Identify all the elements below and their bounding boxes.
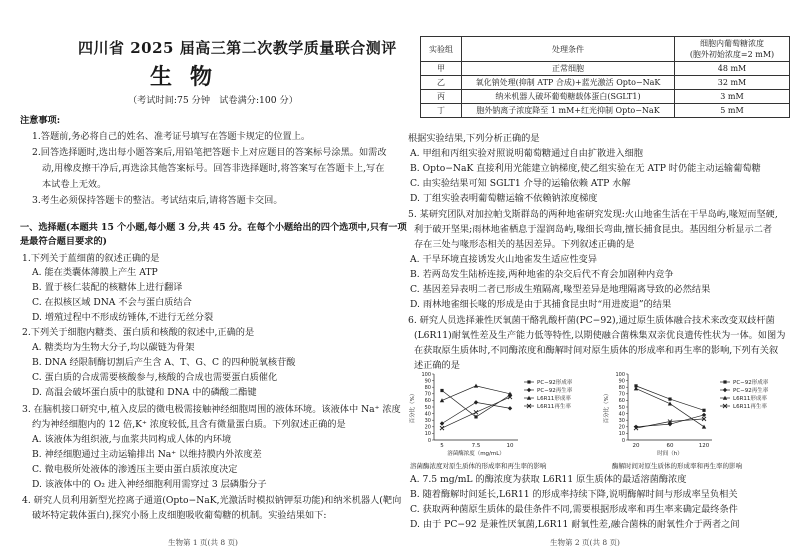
table-cell: 胞外钠离子浓度降至 1 mM+红光抑制 Opto−NaK [462,104,675,118]
option: C. 微电极所处液体的渗透压主要由蛋白质浓度决定 [32,464,238,475]
subject-title: 生物 [150,64,231,90]
legend-label: PC−92形成率 [733,380,769,386]
question-stem: 破坏特定载体蛋白),探究小肠上皮细胞吸收葡萄糖的机制。实验结果如下: [32,510,327,521]
option: A. 能在类囊体薄膜上产生 ATP [32,267,158,278]
table-cell: 丁 [421,104,462,118]
chart-svg [406,368,598,458]
experiment-table [420,36,790,118]
table-row [421,90,790,104]
table-cell: 氧化钠处理(抑制 ATP 合成)+蓝光激活 Opto−NaK [462,76,675,90]
legend-label: L6R11再生率 [537,404,571,410]
y-tick-label: 30 [618,418,625,424]
y-tick-label: 90 [618,378,625,385]
option: A. 糖类均为生物大分子,均以碳链为骨架 [32,342,195,353]
x-tick-label: 20 [632,443,640,449]
table-cell: 3 mM [675,90,790,104]
y-tick-label: 70 [424,391,431,398]
note-line: 动,用橡皮擦干净后,再选涂其他答案标号。回答非选择题时,将答案写在答题卡上,写在 [42,163,385,174]
table-cell: 5 mM [675,104,790,118]
question-stem: (L6R11)耐氧性差及生产能力低等特性,以期使融合菌株集双亲优良遗传性状为一体。如图为 [414,330,786,341]
table-cell: 丙 [421,90,462,104]
question-stem: 5. 某研究团队对加拉帕戈斯群岛的两种地雀研究发现:火山地雀生活在干旱岛屿,喙短而坚硬, [408,209,778,220]
question-stem: 述正确的是 [414,360,460,371]
question-stem: 6. 研究人员选择兼性厌氧菌干酪乳酸杆菌(PC−92),通过原生质体融合技术来改变双歧杆菌 [408,315,775,326]
table-row [421,104,790,118]
data-point [723,388,727,392]
y-tick-label: 40 [424,411,431,418]
question-stem: 4. 研究人员利用新型光控离子通道(Opto−NaK,光激活时模拟钠钾泵功能)和纳米机器人(靶向 [22,495,402,506]
section-header: 一、选择题(本题共 15 个小题,每小题 3 分,共 45 分。在每个小题给出的四个选项中,只有一项 [20,222,407,233]
option: D. 增殖过程中不形成纺锤体,不进行无丝分裂 [32,312,214,323]
x-tick-label: 5 [440,443,444,449]
table-header [675,37,790,62]
option: D. 由于 PC−92 是兼性厌氧菌,L6R11 耐氧性差,融合菌株的耐氧性介于两者之间 [410,519,740,530]
x-tick-label: 60 [666,443,674,449]
option: A. 该液体为组织液,与血浆共同构成人体的内环境 [32,434,232,445]
y-tick-label: 10 [424,431,431,438]
option: C. 由实验结果可知 SGLT1 介导的运输依赖 ATP 水解 [410,178,631,189]
data-point [527,380,530,383]
legend-label: PC−92再生率 [537,388,573,394]
data-point [723,380,726,383]
option: B. 置于核仁装配的核糖体上进行翻译 [32,282,183,293]
table-row [421,62,790,76]
chart-enzyme-concentration [406,368,598,458]
x-tick-label: 7.5 [471,443,481,449]
table-cell: 48 mM [675,62,790,76]
chart-caption: 溶菌酶浓度对原生质体的形成率和再生率的影响 [410,462,547,470]
legend-label: L6R11形成率 [733,396,767,402]
data-point [702,425,706,429]
table-header-line: (胞外初始浓度=2 mM) [689,50,775,59]
table-cell: 正常细胞 [462,62,675,76]
option: D. 该液体中的 O₂ 进入神经细胞利用需穿过 3 层磷脂分子 [32,479,267,490]
note-line: 3.考生必须保持答题卡的整洁。考试结束后,请将答题卡交回。 [32,195,283,206]
page-right [400,0,800,556]
table-cell: 甲 [421,62,462,76]
chart-svg [600,368,796,458]
y-tick-label: 100 [421,371,431,378]
notes-header: 注意事项: [20,115,61,126]
option: C. 基因差异表明二者已形成生殖隔离,喙型差异是地理隔离导致的必然结果 [410,284,711,295]
y-tick-label: 40 [618,411,625,418]
question-stem: 根据实验结果,下列分析正确的是 [408,133,540,144]
table-header: 处理条件 [462,37,675,62]
question-stem: 在获取原生质体时,不同酶浓度和酶解时间对原生质体的形成率和再生率的影响,下列有关叙 [414,345,779,356]
page-footer: 生物第 1 页(共 8 页) [168,538,238,547]
y-tick-label: 20 [618,424,625,431]
x-tick-label: 120 [698,443,710,449]
option: B. 随着酶解时间延长,L6R11 的形成率持续下降,说明酶解时间与形成率呈负相关 [410,489,738,500]
legend-label: PC−92形成率 [537,380,573,386]
option: D. 丁组实验表明葡萄糖运输不依赖钠浓度梯度 [410,193,598,204]
y-tick-label: 20 [424,424,431,431]
table-row [421,76,790,90]
legend-label: L6R11形成率 [537,396,571,402]
exam-title: 四川省 2025 届高三第二次教学质量联合测评 [78,39,397,57]
y-tick-label: 60 [424,398,431,405]
data-point [668,397,671,400]
option: C. 在拟核区域 DNA 不会与蛋白质结合 [32,297,192,308]
option: A. 甲组和丙组实验对照说明葡萄糖通过自由扩散进入细胞 [410,148,643,159]
series-line [442,402,510,423]
note-line: 本试卷上无效。 [42,179,107,190]
y-tick-label: 30 [424,418,431,424]
question-stem: 存在三处与喙形态相关的基因差异。下列叙述正确的是 [414,239,635,250]
data-point [508,406,512,410]
y-tick-label: 50 [618,404,625,411]
y-tick-label: 60 [618,398,625,405]
option: A. 7.5 mg/mL 的酶浓度为获取 L6R11 原生质体的最适溶菌酶浓度 [410,474,687,485]
chart-enzyme-time [600,368,796,458]
option: C. 蛋白质的合成需要核酸参与,核酸的合成也需要蛋白质催化 [32,372,278,383]
x-axis-label: 时间（h） [657,451,683,457]
data-point [474,415,477,418]
y-tick-label: 70 [618,391,625,398]
page-footer: 生物第 2 页(共 8 页) [550,538,620,547]
question-stem: 3. 在脑机接口研究中,植入皮层的微电极需接触神经细胞周围的液体环境。该液体中 Na⁺ 浓度 [22,404,401,415]
option: B. Opto−NaK 直接利用光能建立钠梯度,使乙组实验在无 ATP 时仍能主动运输葡萄糖 [410,163,761,174]
data-point [440,421,444,425]
data-point [527,388,531,392]
note-line: 2.回答选择题时,选出每小题答案后,用铅笔把答题卡上对应题目的答案标号涂黑。如需改 [32,147,387,158]
y-axis-label: 百分比（%） [604,390,610,424]
option: C. 获取两种菌原生质体的最佳条件不同,需要根据形成率和再生率来确定最终条件 [410,504,738,515]
question-stem: 约为神经细胞内的 12 倍,K⁺ 浓度较低,且含有微量蛋白质。下列叙述正确的是 [32,419,346,430]
y-tick-label: 80 [424,385,431,391]
data-point [474,410,478,414]
exam-info: （考试时间:75 分钟 试卷满分:100 分） [128,95,298,106]
data-point [702,413,706,417]
table-header-line: 细胞内葡萄糖浓度 [700,39,764,48]
option: B. 若两岛发生陆桥连接,两种地雀的杂交后代不育会加剧种内竞争 [410,269,674,280]
data-point [474,400,478,404]
table-cell: 乙 [421,76,462,90]
option: D. 高温会破坏蛋白质中的肽键和 DNA 中的磷酸二酯键 [32,387,257,398]
data-point [702,409,705,412]
legend-label: PC−92再生率 [733,388,769,394]
question-stem: 1.下列关于蓝细菌的叙述正确的是 [22,253,160,264]
y-tick-label: 0 [427,437,431,444]
legend-label: L6R11再生率 [733,404,767,410]
section-header: 是最符合题目要求的) [20,236,108,247]
table-header: 实验组 [421,37,462,62]
data-point [668,402,672,406]
data-point [440,398,444,402]
x-axis-label: 溶菌酶浓度（mg/mL） [447,451,505,457]
y-axis-label: 百分比（%） [410,390,416,424]
y-tick-label: 50 [424,404,431,411]
y-tick-label: 10 [618,431,625,438]
y-tick-label: 100 [615,371,625,378]
data-point [440,389,443,392]
option: B. 神经细胞通过主动运输排出 Na⁺ 以维持膜内外浓度差 [32,449,262,460]
chart-caption: 酶解时间对原生质体的形成率和再生率的影响 [612,462,742,470]
question-stem: 2.下列关于细胞内糖类、蛋白质和核酸的叙述中,正确的是 [22,327,255,338]
y-tick-label: 90 [424,378,431,385]
y-tick-label: 0 [621,437,625,444]
option: B. DNA 经限制酶切割后产生含 A、T、G、C 的四种脱氧核苷酸 [32,357,296,368]
question-stem: 利于破开坚果;雨林地雀栖息于湿润岛屿,喙细长弯曲,擅长捕食昆虫。基因组分析显示二者 [414,224,773,235]
option: A. 干旱环境直接诱发火山地雀发生适应性变异 [410,254,598,265]
x-tick-label: 10 [506,443,514,449]
table-cell: 32 mM [675,76,790,90]
option: D. 雨林地雀细长喙的形成是由于其捕食昆虫时“用进废退”的结果 [410,299,672,310]
table-cell: 纳米机器人破坏葡萄糖载体蛋白(SGLT1) [462,90,675,104]
table-header-row [421,37,790,62]
data-point [474,384,478,388]
y-tick-label: 80 [618,385,625,391]
data-point [440,426,444,430]
note-line: 1.答题前,务必将自己的姓名、准考证号填写在答题卡规定的位置上。 [32,131,311,142]
